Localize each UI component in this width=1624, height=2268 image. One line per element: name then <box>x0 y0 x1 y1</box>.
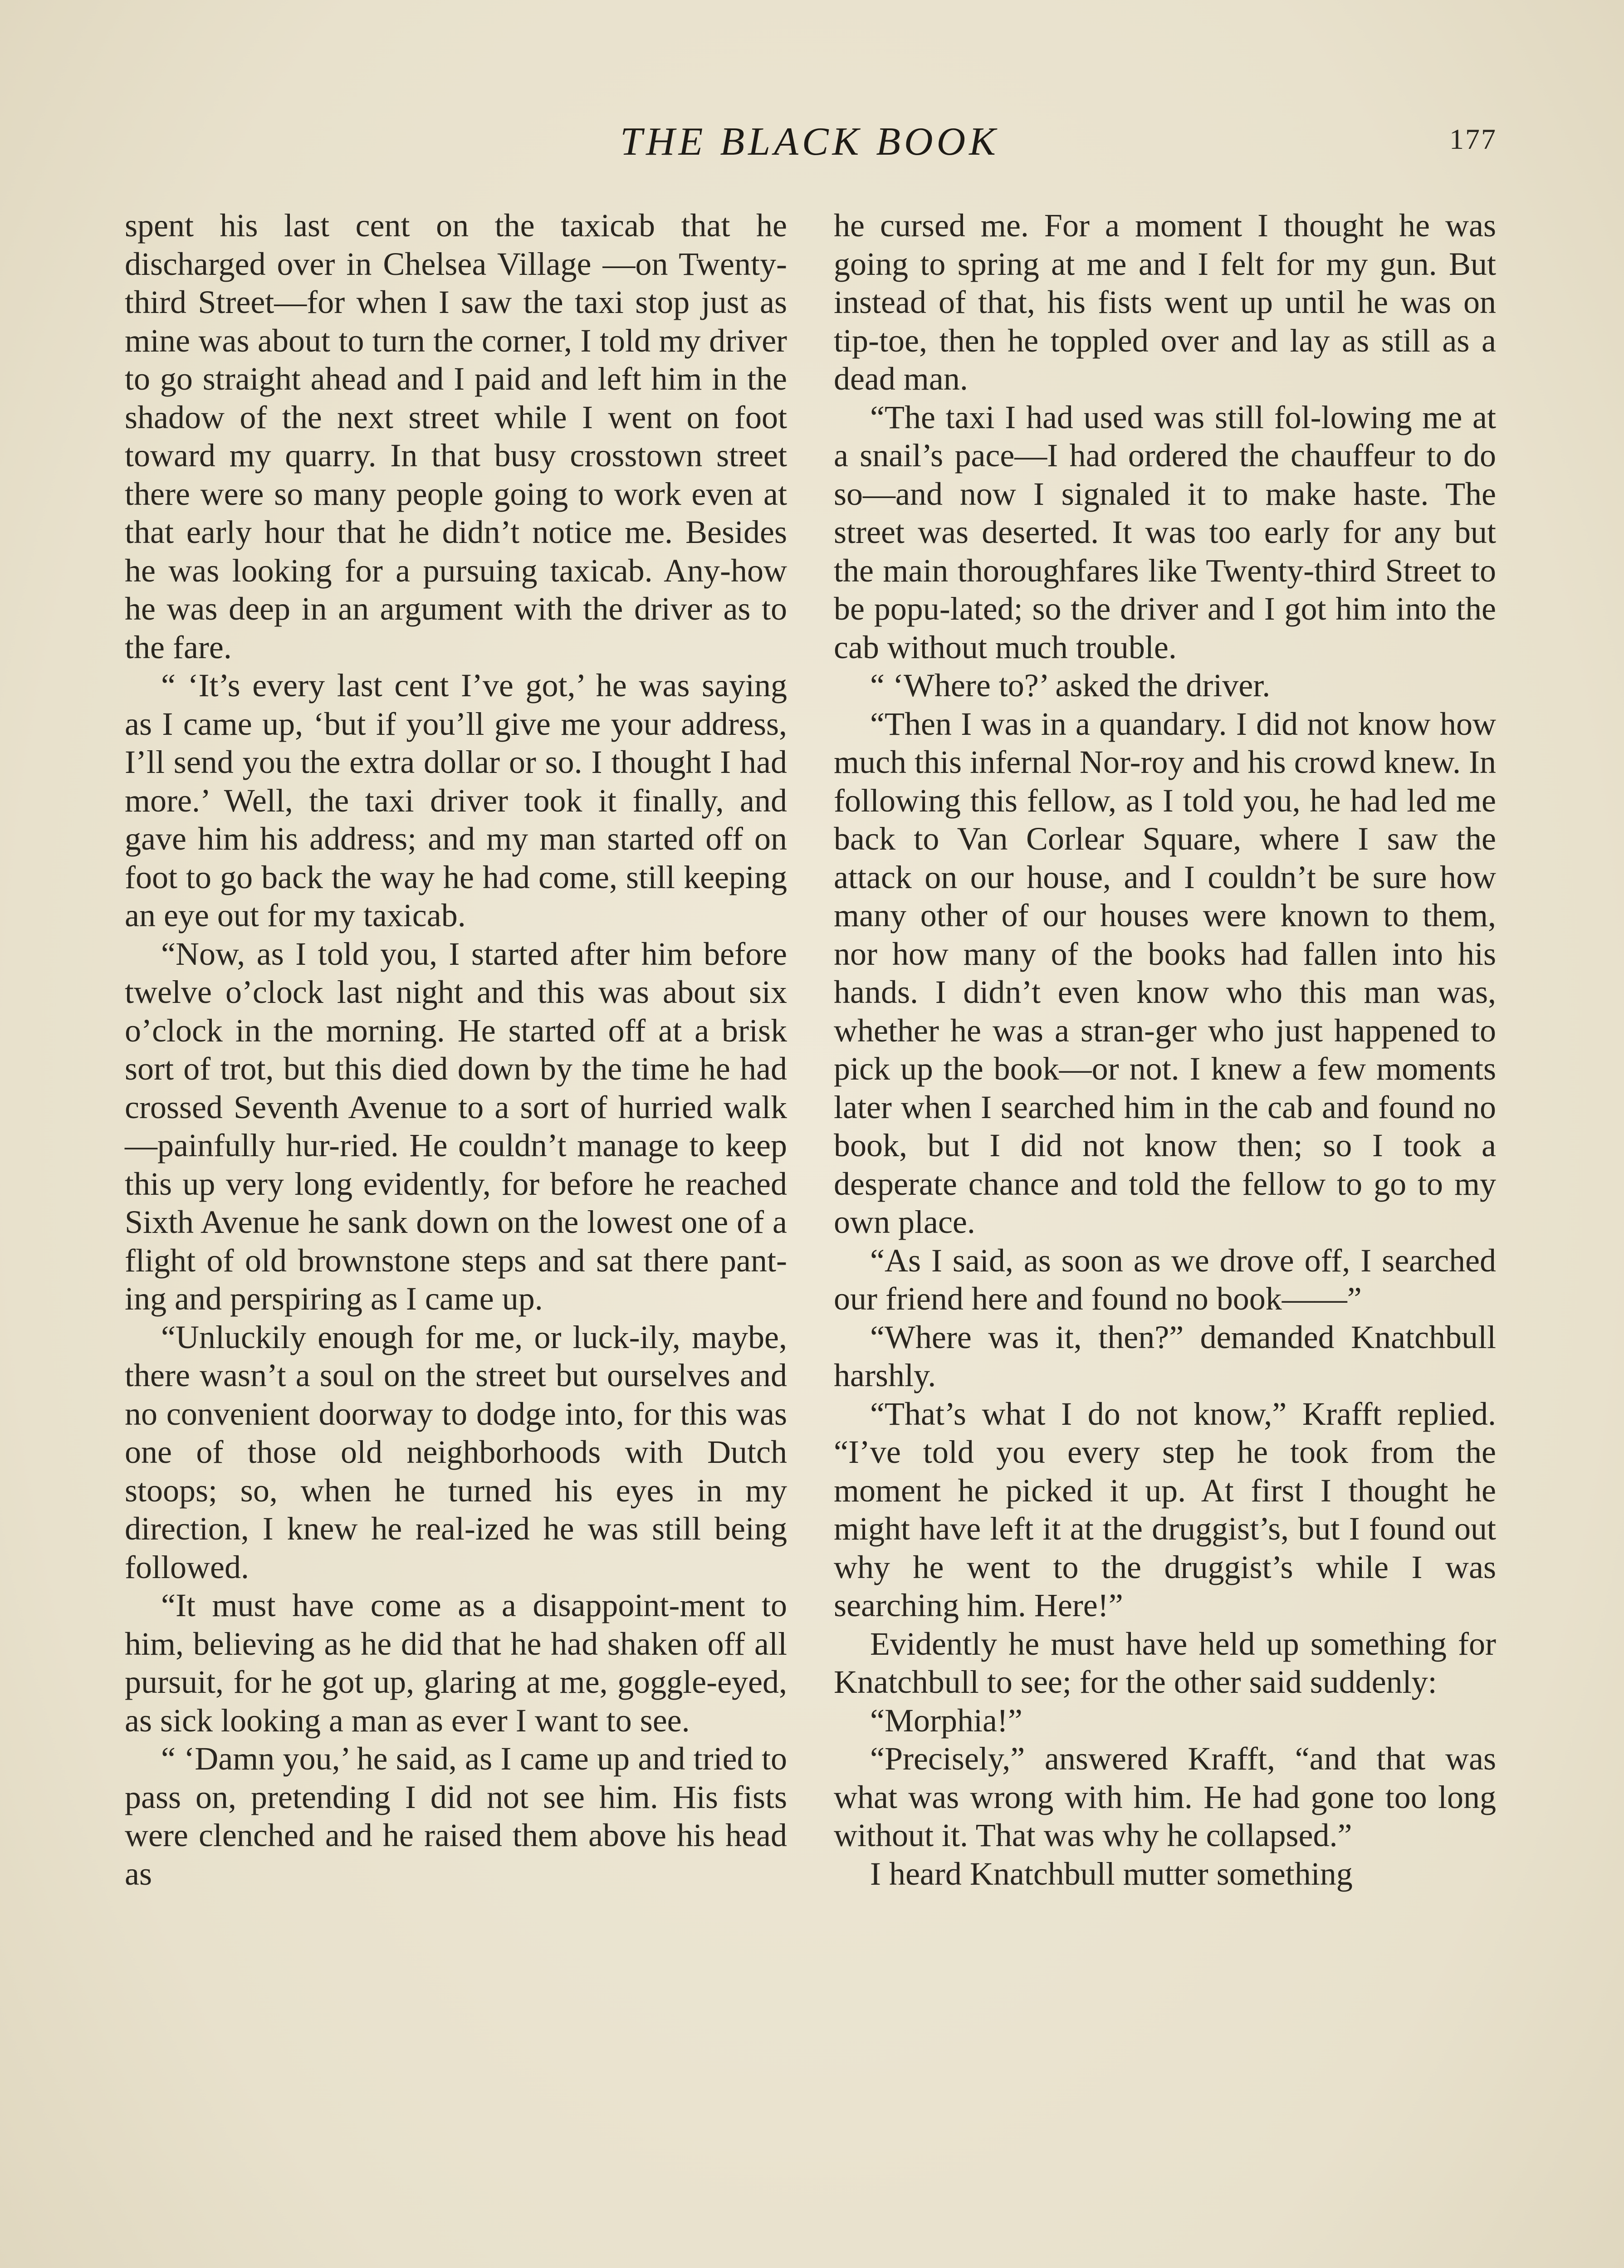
page-number: 177 <box>1449 123 1497 155</box>
paragraph: “ ‘It’s every last cent I’ve got,’ he was saying as I came up, ‘but if you’ll give me your address, I’ll send you the extra dollar or so. I thought I had more.’ Well, the taxi driver took it finally, and gave him his address; and my man started off on foot to go back the way he had come, still keeping an eye out for my taxicab. <box>125 667 787 934</box>
page-header <box>122 119 1497 173</box>
paragraph: I heard Knatchbull mutter something <box>870 1855 1353 1892</box>
paragraph: “Then I was in a quandary. I did not know how much this infernal Nor-roy and his crowd knew. In following this fellow, as I told you, he had led me back to Van Corlear Square, where I saw the attack on our house, and I couldn’t be sure how many other of our houses were known to them, nor how many of the books had fallen into his hands. I didn’t even know who this man was, whether he was a stran-ger who just happened to pick up the book—or not. I knew a few moments later when I searched him in the cab and found no book, but I did not know then; so I took a desperate chance and told the fellow to go to my own place. <box>834 705 1496 1240</box>
paragraph: “As I said, as soon as we drove off, I searched our friend here and found no book——” <box>834 1242 1496 1317</box>
paragraph: “It must have come as a disappoint-ment to him, believing as he did that he had shaken off all pursuit, for he got up, glaring at me, goggle-eyed, as sick looking a man as ever I want to see. <box>125 1587 787 1739</box>
paragraph: “The taxi I had used was still fol-lowing me at a snail’s pace—I had ordered the chauffeur to do so—and now I signaled it to make haste. The street was deserted. It was too early for any but the main thoroughfares like Twenty-third Street to be popu-lated; so the driver and I got him into the cab without much trouble. <box>834 399 1496 665</box>
paragraph: he cursed me. For a moment I thought he was going to spring at me and I felt for my gun. But instead of that, his fists went up until he was on tip-toe, then he toppled over and lay as still as a dead man. <box>834 207 1496 397</box>
left-column <box>125 206 787 1893</box>
right-column <box>834 206 1496 1893</box>
paragraph: “Where was it, then?” demanded Knatchbull harshly. <box>834 1319 1496 1393</box>
paragraph: “Now, as I told you, I started after him before twelve o’clock last night and this was about six o’clock in the morning. He started off at a brisk sort of trot, but this died down by the time he had crossed Seventh Avenue to a sort of hurried walk—painfully hur-ried. He couldn’t manage to keep this up very long evidently, for before he reached Sixth Avenue he sank down on the lowest one of a flight of old brownstone steps and sat there pant-ing and perspiring as I came up. <box>125 935 787 1317</box>
paragraph: “That’s what I do not know,” Krafft replied. “I’ve told you every step he took from the moment he picked it up. At first I thought he might have left it at the druggist’s, but I found out why he went to the druggist’s while I was searching him. Here!” <box>834 1395 1496 1623</box>
paragraph: Evidently he must have held up something for Knatchbull to see; for the other said suddenly: <box>834 1625 1496 1700</box>
paragraph: “ ‘Where to?’ asked the driver. <box>870 667 1271 704</box>
paragraph: “Morphia!” <box>870 1702 1022 1739</box>
paragraph: spent his last cent on the taxicab that he discharged over in Chelsea Village —on Twenty-third Street—for when I saw the taxi stop just as mine was about to turn the corner, I told my driver to go straight ahead and I paid and left him in the shadow of the next street while I went on foot toward my quarry. In that busy crosstown street there were so many people going to work even at that early hour that he didn’t notice me. Besides he was looking for a pursuing taxicab. Any-how he was deep in an argument with the driver as to the fare. <box>125 207 787 665</box>
running-title: THE BLACK BOOK <box>620 120 999 164</box>
paragraph: “Precisely,” answered Krafft, “and that was what was wrong with him. He had gone too long without it. That was why he collapsed.” <box>834 1740 1496 1853</box>
paragraph: “ ‘Damn you,’ he said, as I came up and tried to pass on, pretending I did not see him. His fists were clenched and he raised them above his head as <box>125 1740 787 1892</box>
paragraph: “Unluckily enough for me, or luck-ily, maybe, there wasn’t a soul on the street but ourselves and no convenient doorway to dodge into, for this was one of those old neighborhoods with Dutch stoops; so, when he turned his eyes in my direction, I knew he real-ized he was still being followed. <box>125 1319 787 1585</box>
